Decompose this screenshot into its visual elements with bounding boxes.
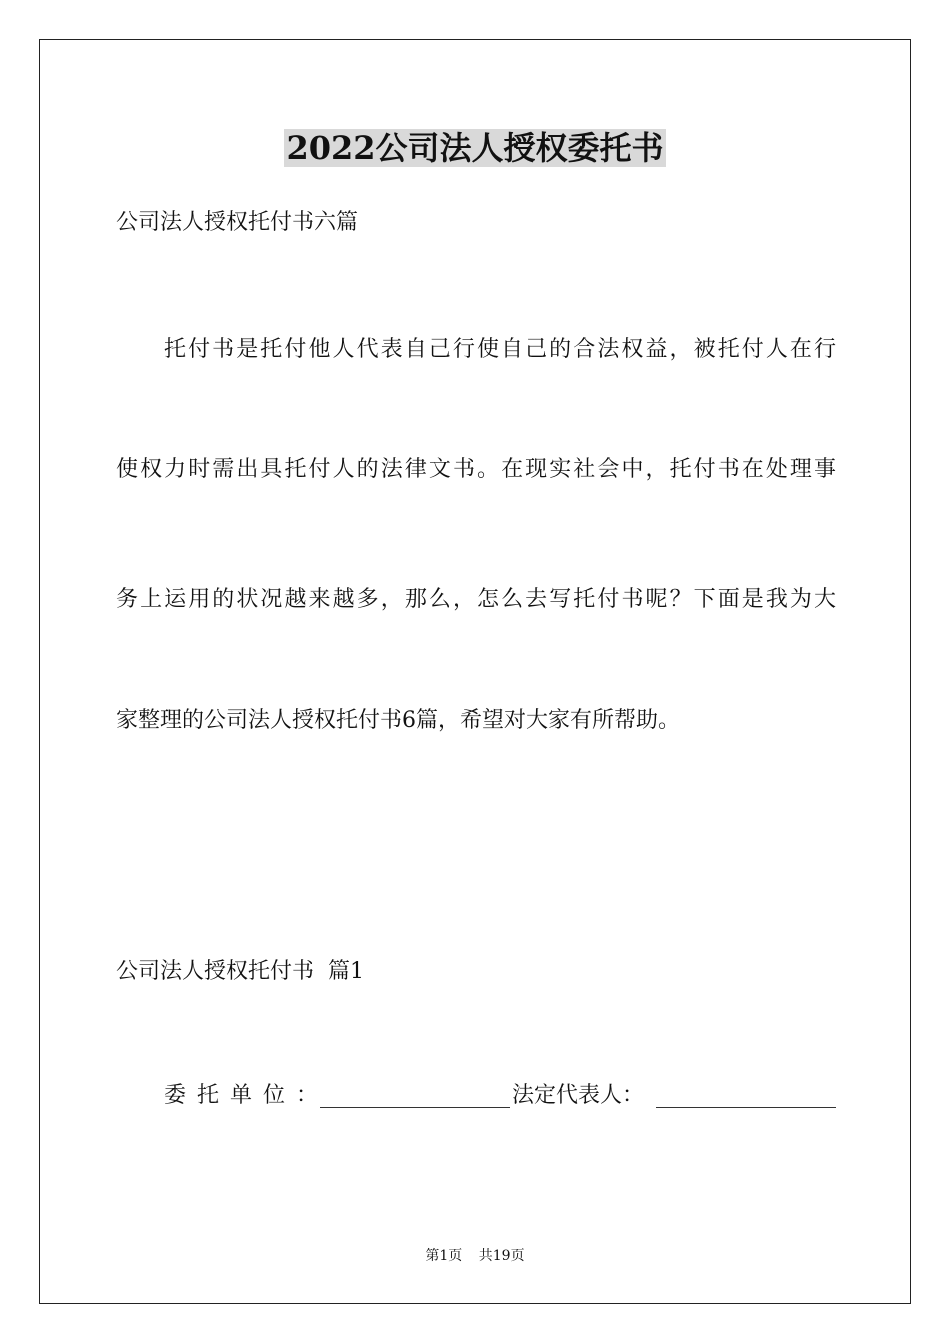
unit-label: 委托单位： bbox=[164, 1083, 330, 1108]
representative-label: 法定代表人： bbox=[512, 1083, 645, 1108]
paragraph-line: 使权力时需出具托付人的法律文书。在现实社会中，托付书在处理事 bbox=[116, 457, 836, 482]
section-heading: 公司法人授权托付书 篇1 bbox=[116, 959, 364, 984]
paragraph-line: 务上运用的状况越来越多，那么，怎么去写托付书呢？下面是我为大 bbox=[116, 587, 836, 612]
unit-blank-field[interactable] bbox=[320, 1107, 510, 1108]
representative-blank-field[interactable] bbox=[656, 1107, 836, 1108]
page-footer bbox=[0, 1246, 950, 1266]
paragraph-line: 托付书是托付他人代表自己行使自己的合法权益，被托付人在行 bbox=[164, 337, 836, 362]
paragraph-line: 家整理的公司法人授权托付书6篇，希望对大家有所帮助。 bbox=[116, 708, 680, 733]
page-number-current: 第1页 bbox=[425, 1248, 463, 1264]
document-title bbox=[0, 128, 950, 168]
page-number-total: 共19页 bbox=[478, 1248, 525, 1264]
document-subtitle: 公司法人授权托付书六篇 bbox=[116, 210, 359, 235]
form-row bbox=[164, 1081, 836, 1111]
document-title-text: 2022公司法人授权委托书 bbox=[286, 129, 664, 167]
